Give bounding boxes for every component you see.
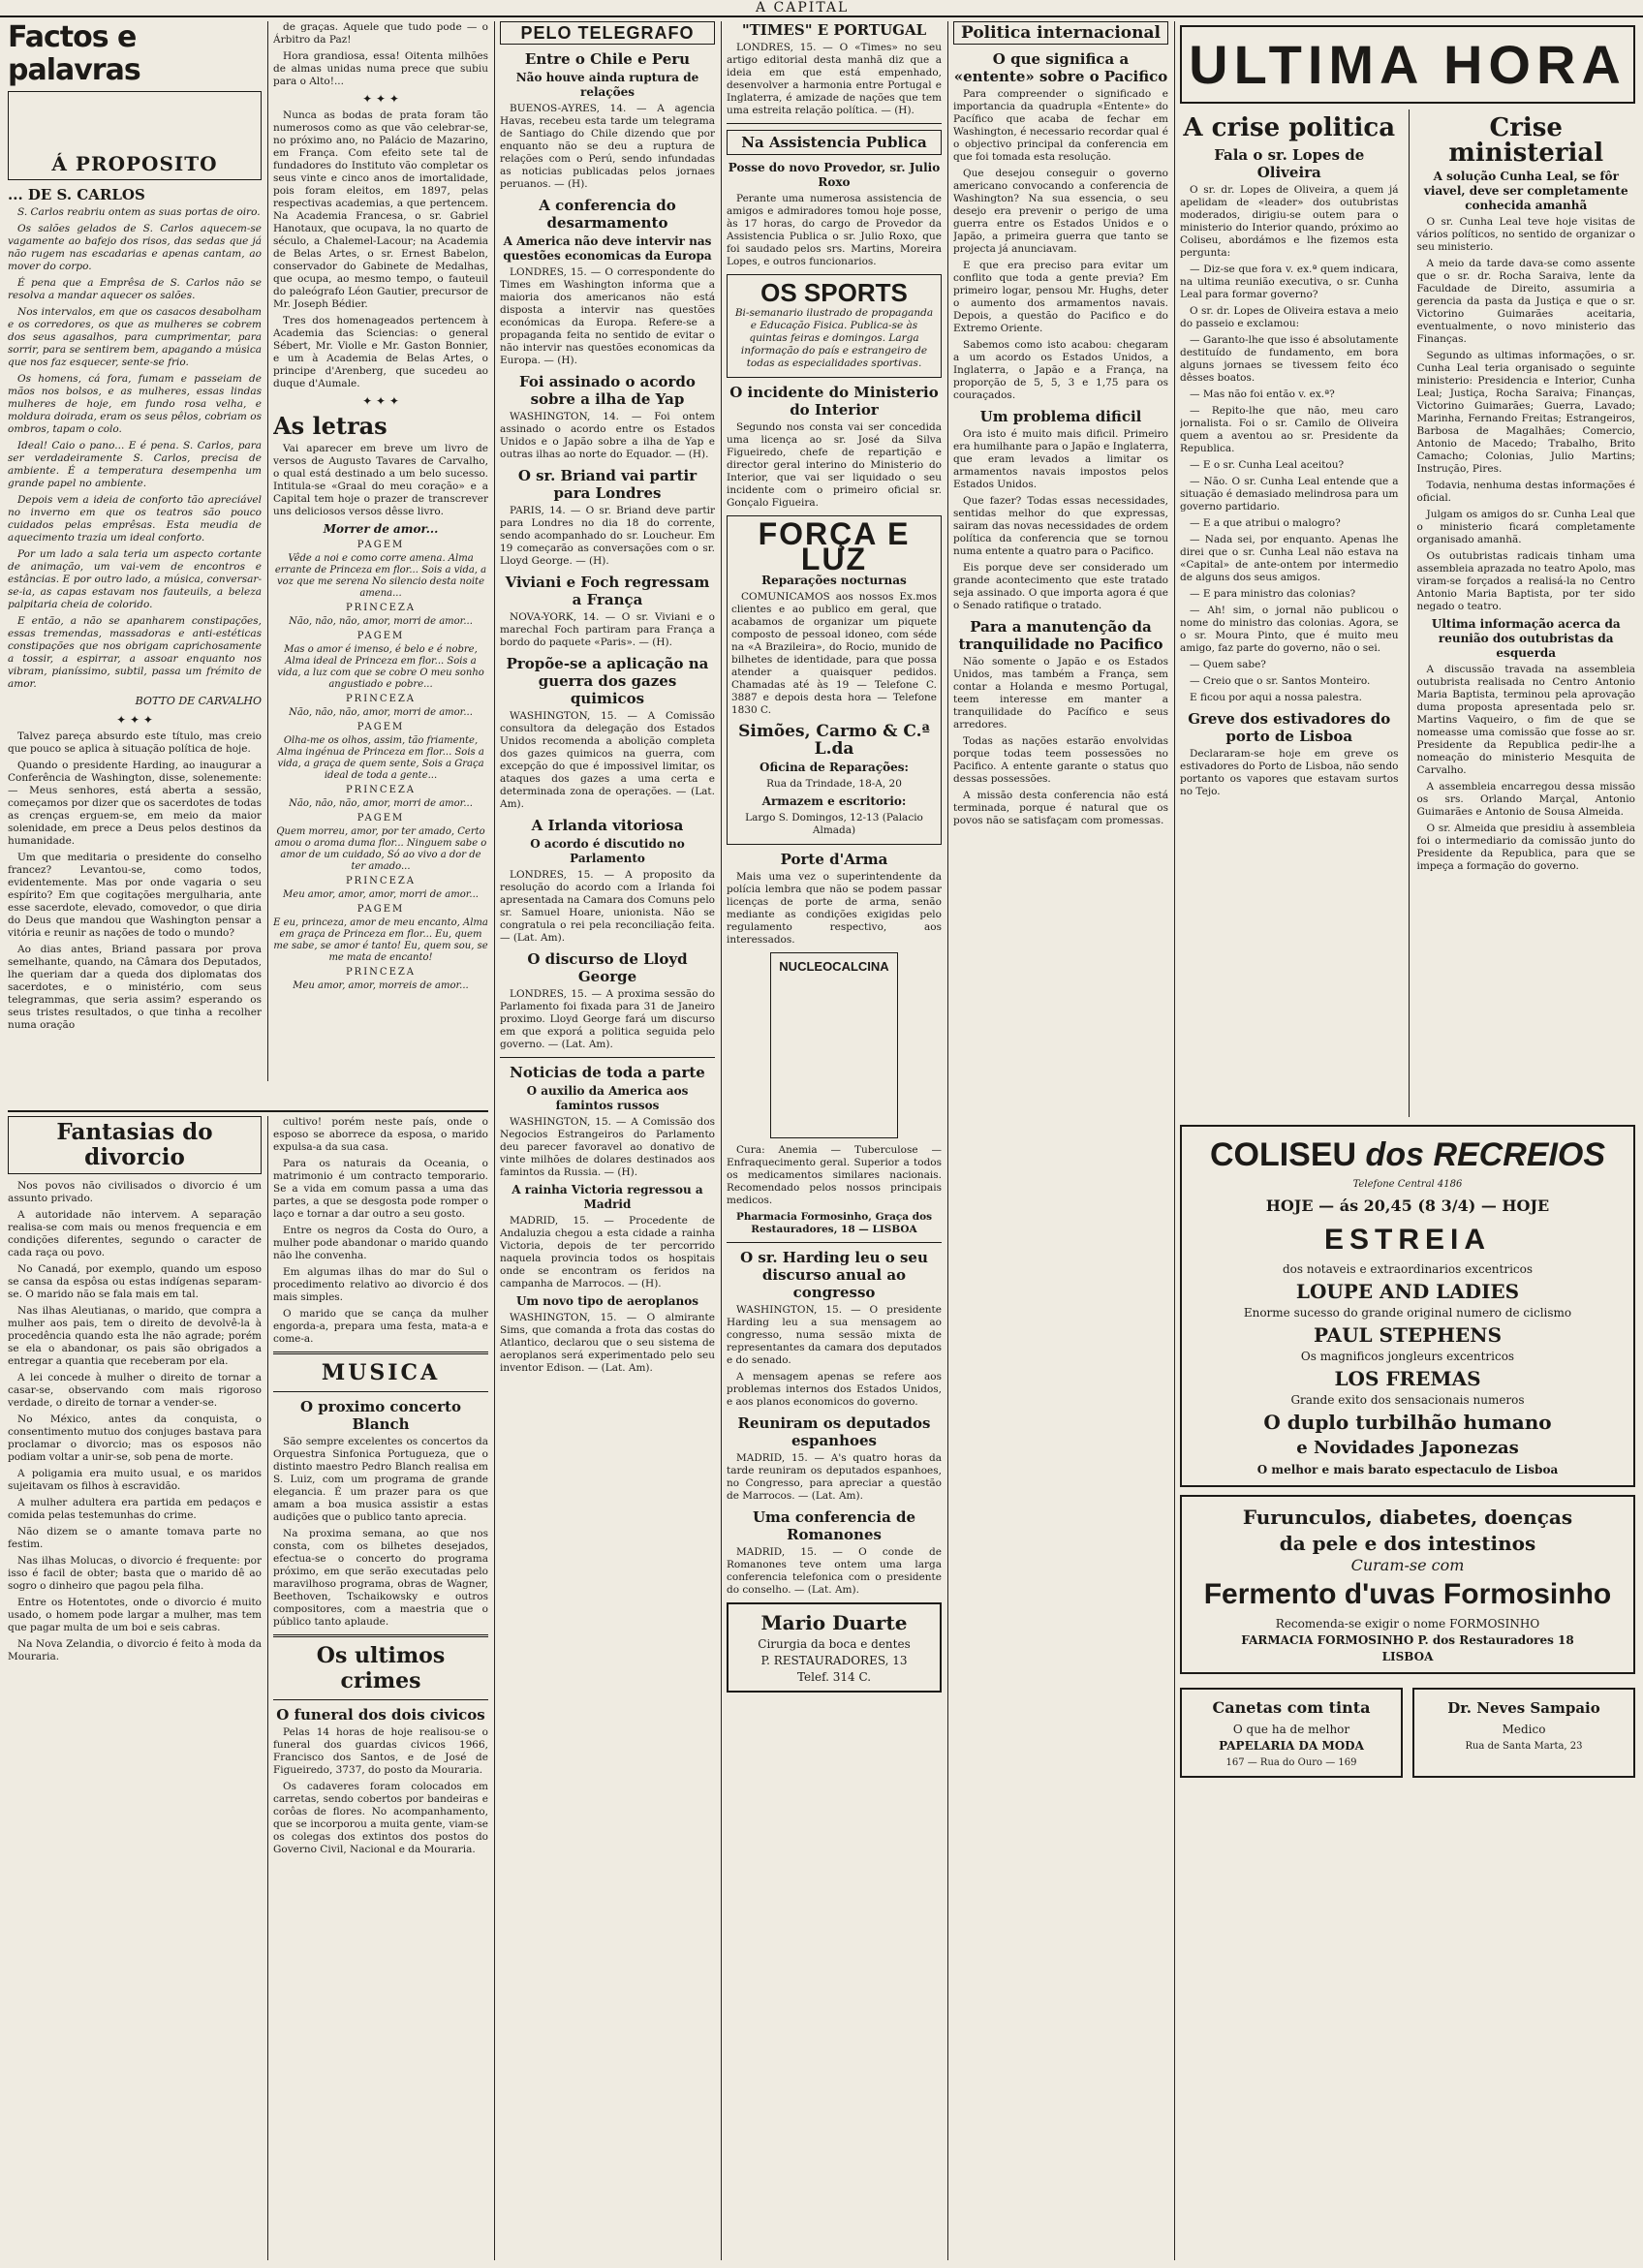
paragraph: Mais uma vez o superintendente da polícia lembra que não se podem passar licenças de porte de arma, senão mediante as condições exigidas pelo regulamento respectivo, aos interessados. — [727, 871, 942, 946]
paragraph: Nas ilhas Aleutianas, o marido, que compra a mulher aos pais, tem o direito de devolvê-la à procedência quando esta lhe não agrade; porém se ela o abandonar, os pais são obrigados a entregar a quantia que receberam por ela. — [8, 1305, 262, 1367]
column-factos-cont — [273, 21, 488, 1106]
canetas-ad — [1180, 1688, 1403, 1778]
crise-politica — [1180, 109, 1399, 1117]
paragraph: Eis porque deve ser considerado um grande acontecimento que este tratado seja assinado. O que importa agora é que o Senado ratifique o tratado. — [953, 562, 1168, 611]
ad-line: da pele e dos intestinos — [1279, 1532, 1536, 1555]
column-ultima-hora — [1180, 21, 1635, 2259]
paragraph: O sr. dr. Lopes de Oliveira estava a meio do passeio e exclamou: — [1180, 305, 1399, 329]
separator-stars: ✦ ✦ ✦ — [362, 92, 399, 106]
stanza-speaker: PRINCEZA — [345, 785, 417, 795]
paragraph: Nos intervalos, em que os casacos desabolham e os corredores, os que as mulheres se cobrem dos seus agasalhos, para cumprimentar, para sorrir, para se sentirem bem, apagando a música que nos faz esquecer, sente-se frio. — [8, 306, 262, 368]
paragraph: A mulher adultera era partida em pedaços e comida pelas testemunhas do crime. — [8, 1497, 262, 1521]
crimes-title: Os ultimos crimes — [316, 1643, 446, 1693]
telegrafo-title: PELO TELEGRAFO — [520, 23, 695, 43]
paragraph: — Mas não foi então v. ex.ª? — [1190, 388, 1335, 400]
paragraph: Bi-semanario ilustrado de propaganda e Educação Fisica. Publica-se às quintas feiras e domingos. Larga informação do país e estrangeiro de todas as especialidades sportivas. — [734, 307, 934, 369]
ad-line: e Novidades Japonezas — [1296, 1438, 1519, 1458]
ad-line: Canetas com tinta — [1212, 1698, 1371, 1717]
ad-line: dos notaveis e extraordinarios excentricos — [1282, 1262, 1534, 1276]
neves-sampaio-ad — [1412, 1688, 1635, 1778]
paragraph: No México, antes da conquista, o consentimento mutuo dos conjuges bastava para proclamar o divorcio; mas os esposos não podiam voltar a unir-se, sob pena de morte. — [8, 1414, 262, 1463]
column-politica — [953, 21, 1168, 2259]
paragraph: NOVA-YORK, 14. — O sr. Viviani e o marechal Foch partiram para França a bordo do paquete «Paris». — (H). — [500, 611, 715, 648]
stanza-speaker: PRINCEZA — [345, 603, 417, 613]
ad-line: 167 — Rua do Ouro — 169 — [1225, 1757, 1357, 1768]
ad-line: LISBOA — [1381, 1650, 1434, 1663]
ad-line: P. RESTAURADORES, 13 — [760, 1654, 908, 1667]
stanza-speaker: PAGEM — [356, 904, 405, 915]
column-rule — [947, 21, 948, 2260]
verse: Vêde a noi e como corre amena. Alma errante de Princeza em flor... Sois a vida, a voz que me serena No silencio desta noite amena... — [274, 553, 487, 599]
headline: Viviani e Foch regressam a França — [505, 574, 710, 608]
stanza-speaker: PAGEM — [356, 813, 405, 823]
paragraph: A lei concede à mulher o direito de tornar a casar-se, observando com mais rigoroso verdade, o direito de tornar a vender-se. — [8, 1372, 262, 1409]
verse: Não, não, não, amor, morri de amor... — [289, 616, 473, 627]
paragraph: Em algumas ilhas do mar do Sul o procedimento relativo ao divorcio é dos mais simples. — [273, 1266, 488, 1303]
paragraph: É pena que a Emprêsa de S. Carlos não se resolva a mandar aquecer os salões. — [8, 277, 262, 301]
verse: Olha-me os olhos, assim, tão friamente, Alma ingénua de Princeza em flor... Sois a vida, a graça de quem sente, Sois a Graça ideal de toda a gente... — [277, 735, 484, 781]
subheadline: Fala o sr. Lopes de Oliveira — [1214, 146, 1365, 181]
a-proposito-illustration — [8, 91, 262, 180]
separator-stars: ✦ ✦ ✦ — [116, 713, 153, 727]
paragraph: Na proxima semana, ao que nos consta, com os bilhetes desejados, efectua-se o concerto do programa próximo, em que serão executadas pelo maravilhoso programa, obras de Wagner, Beethoven, Tschaikowsky e outros compositores, com a maestria que o público tanto aplaude. — [273, 1528, 488, 1628]
headline: O que significa a «entente» sobre o Pacifico — [953, 50, 1168, 85]
paragraph: E então, a não se apanharem constipações, essas tremendas, massadoras e anti-estéticas constipações que nos obrigam caprichosamente a tossir, a espirrar, a assoar enquanto nos vibram, pianíssimo, subtil, passa um frémito de amor. — [8, 615, 262, 690]
headline: Propõe-se a aplicação na guerra dos gazes quimicos — [506, 655, 709, 707]
page-header — [0, 0, 1643, 16]
paragraph: Quando o presidente Harding, ao inaugurar a Conferência de Washington, disse, solenemente: — Meus senhores, está aberta a sessão, começamos por dizer que os sacerdotes de todas as crenças erguem-se, em meio da maior solenidade, em prece a Deus pelos destinos da humanidade. — [8, 760, 262, 847]
headline: A crise politica — [1183, 113, 1396, 142]
paragraph: Cura: Anemia — Tuberculose — Enfraquecimento geral. Superior a todos os medicamentos similares nacionais. Recomendado pelos nossos principais medicos. — [727, 1144, 942, 1206]
paragraph: Nas ilhas Molucas, o divorcio é frequente: por isso é facil de obter; basta que o marido dê ao sogro o dinheiro que pagou pela filha. — [8, 1555, 262, 1592]
sports-box — [727, 274, 942, 378]
headline: Foi assinado o acordo sobre a ilha de Yap — [519, 373, 696, 408]
paragraph: PARIS, 14. — O sr. Briand deve partir para Londres no dia 18 do corrente, sendo acompanhado do sr. Loucheur. Em 19 começarão as conversações com o sr. Lloyd George. — (H). — [500, 505, 715, 567]
divorcio-title-box — [8, 1116, 262, 1174]
paragraph: Sabemos como isto acabou: chegaram a um acordo os Estados Unidos, a Inglaterra, o Japão e a França, na proporção de 5, 5, 3 e 1,75 para os couraçados. — [953, 339, 1168, 401]
paragraph: O sr. dr. Lopes de Oliveira, a quem já apelidam de «leader» dos outubristas moderados, dirigiu-se outem para o ministerio do Interior quando, próximo ao Coliseu, abordámos e lhe fizemos esta pergunta: — [1180, 184, 1399, 259]
ad-line: LOUPE AND LADIES — [1295, 1280, 1520, 1303]
stanza-speaker: PRINCEZA — [345, 876, 417, 886]
paragraph: Talvez pareça absurdo este título, mas creio que pouco se aplica à situação política de hoje. — [8, 730, 262, 755]
ad-line: Curam-se com — [1350, 1556, 1465, 1574]
divider — [727, 1242, 942, 1243]
ultima-hora-columns — [1180, 109, 1635, 1117]
headline: Porte d'Arma — [780, 851, 888, 868]
stanza-speaker: PAGEM — [356, 631, 405, 641]
paragraph: Não somente o Japão e os Estados Unidos, mas também a França, sem contar a Holanda e mesmo Portugal, teem interesse em manter a tranquilidade do Pacífico e seus arredores. — [953, 656, 1168, 730]
nucleocalcina-illustration — [770, 952, 898, 1138]
poem-title: Morrer de amor... — [323, 522, 439, 536]
headline: A Irlanda vitoriosa — [531, 817, 684, 834]
mario-duarte-ad — [727, 1602, 942, 1693]
company-name: Simões, Carmo & C.ª L.da — [738, 722, 930, 759]
paragraph: cultivo! porém neste país, onde o esposo se aborrece da esposa, o marido expulsa-a da sua casa. — [273, 1116, 488, 1153]
column-telegrafo — [500, 21, 715, 2259]
sports-title: OS SPORTS — [760, 278, 908, 307]
paragraph: A poligamia era muito usual, e os maridos sujeitavam os filhos à escravidão. — [8, 1468, 262, 1492]
section-rule — [8, 1110, 488, 1112]
paragraph: Depois vem a ideia de conforto tão apreciável no inverno em que os teatros são pouco cuidados pelas emprêsas. Esta meudia de aquecimento trazia um ideal conforto. — [8, 494, 262, 544]
subheadline: A solução Cunha Leal, se fôr viavel, deve ser completamente conhecida amanhã — [1423, 170, 1628, 212]
paragraph: Os cadaveres foram colocados em carretas, sendo cobertos por bandeiras e corôas de flores. No acompanhamento, que se incorporou a muita gente, viam-se os colegas dos extintos dos postos do Governo Civil, Nacional e da Mouraria. — [273, 1781, 488, 1855]
paragraph: LONDRES, 15. — A proposito da resolução do acordo com a Irlanda foi apresentada na Camara dos Comuns pelo sr. Samuel Hoare, unionista. Não se congratula o rei pela reconciliação feita. — (Lat. Am). — [500, 869, 715, 944]
subheadline: O auxilio da America aos famintos russos — [526, 1084, 689, 1112]
paragraph: O marido que se cança da mulher engorda-a, prepara uma festa, mata-a e come-a. — [273, 1308, 488, 1345]
paragraph: Segundo as ultimas informações, o sr. Cunha Leal teria organisado o seguinte ministerio: Presidencia e Interior, Cunha Leal; Justiça, Rocha Saraiva; Finanças, Victorino Guimarães; Guerra, Lavado; Marinha, Fernando Freitas; Estrangeiros, Barbosa de Magalhães; Comercio, Antonio de Macedo; Trabalho, Brito Camacho; Colonias, Julio Martins; Instrução, Pires. — [1416, 350, 1635, 475]
ad-line: Enorme sucesso do grande original numero de ciclismo — [1243, 1306, 1572, 1320]
paragraph: — Quem sabe? — [1190, 659, 1266, 670]
paragraph: Os homens, cá fora, fumam e passeiam de mãos nos bolsos, e as mulheres, essas lindas mulheres de hoje, em fundo rosa velha, e moldura doirada, eram os seus pêlos, cobriam os ombros, tapam o colo. — [8, 373, 262, 435]
paragraph: — Diz-se que fora v. ex.ª quem indicara, na ultima reunião executiva, o sr. Cunha Leal para formar governo? — [1180, 264, 1399, 300]
paragraph: — Ah! sim, o jornal não publicou o nome do ministro das colonias. Agora, se o sr. Moura Pinto, que é muito meu amigo, faz parte do governo, não o sei. — [1180, 605, 1399, 654]
ad-line: PAPELARIA DA MODA — [1219, 1739, 1364, 1753]
paragraph: Ideal! Caio o pano... E é pena. S. Carlos, para ser verdadeiramente S. Carlos, precisa de ambiente. É a temperatura desempenha um grande papel no ambiente. — [8, 440, 262, 489]
column-rule — [267, 1116, 268, 2260]
stanza-speaker: PAGEM — [356, 722, 405, 732]
address: Rua da Trindade, 18-A, 20 — [766, 778, 902, 790]
ad-line: O duplo turbilhão humano — [1263, 1411, 1552, 1434]
divider — [500, 1057, 715, 1058]
column-rule — [494, 21, 495, 2260]
paragraph: Para compreender o significado e importancia da quadrupla «Entente» do Pacífico que acaba de fechar em Washington, é necessario recordar qual é o objectivo principal da conferencia em que foi tomada esta resolução. — [953, 88, 1168, 163]
paragraph: S. Carlos reabriu ontem as suas portas de oiro. — [17, 206, 261, 218]
stanza-speaker: PRINCEZA — [345, 694, 417, 704]
pharmacy-line: Pharmacia Formosinho, Graça dos Restauradores, 18 — LISBOA — [735, 1211, 933, 1235]
crise-ministerial — [1409, 109, 1636, 1117]
article-divorcio-cont — [273, 1116, 488, 2259]
verse: Meu amor, amor, amor, morri de amor... — [283, 889, 479, 900]
subheadline: Armazem e escritorio: — [761, 794, 907, 808]
paragraph: — E a que atribui o malogro? — [1190, 517, 1341, 529]
subheadline: Reparações nocturnas — [761, 574, 907, 587]
headline: O sr. Briand vai partir para Londres — [517, 467, 698, 502]
ad-line: Cirurgia da boca e dentes — [758, 1637, 911, 1651]
headline: O discurso de Lloyd George — [527, 950, 688, 985]
divorcio-title: Fantasias do divorcio — [56, 1119, 213, 1170]
ad-title: Mario Duarte — [760, 1611, 908, 1634]
crimes-headline: O funeral dos dois civicos — [276, 1706, 485, 1724]
paragraph: — E para ministro das colonias? — [1190, 588, 1356, 600]
ad-line: HOJE — ás 20,45 (8 3/4) — HOJE — [1265, 1196, 1550, 1215]
ad-line: Telef. 314 C. — [796, 1670, 872, 1684]
ad-line: ESTREIA — [1323, 1224, 1492, 1256]
ad-line: Dr. Neves Sampaio — [1447, 1699, 1600, 1717]
coliseu-ad — [1180, 1125, 1635, 1487]
ad-label: NUCLEOCALCINA — [779, 959, 889, 974]
verse: Meu amor, amor, morreis de amor... — [293, 980, 469, 991]
running-head: A CAPITAL — [756, 0, 850, 16]
paragraph: MADRID, 15. — A's quatro horas da tarde reuniram os deputados espanhoes, no Congresso, para apreciar a questão de Marrocos. — (Lat. Am). — [727, 1452, 942, 1502]
address: Largo S. Domingos, 12-13 (Palacio Almada) — [745, 812, 923, 836]
paragraph: Um que meditaria o presidente do conselho francez? Levantou-se, como todos, evidentemente. Mas por onde vagaria o seu espírito? Em que cogitações mergulharia, ante esse sacerdote, elevado, comovedor, o que diria do Deus que mandou que Washington pensar a vitória e reunir as nações de todo o mundo? — [8, 852, 262, 939]
a-proposito-title: Á PROPOSITO — [51, 152, 218, 175]
paragraph: — Creio que o sr. Santos Monteiro. — [1190, 675, 1371, 687]
paragraph: Declararam-se hoje em greve os estivadores do Porto de Lisboa, não sendo portanto os vapores que estavam surtos no Tejo. — [1180, 748, 1399, 797]
paragraph: Nunca as bodas de prata foram tão numerosos como as que vão celebrar-se, no próximo ano, no Palácio de Mazarino, em França. Com efeito sete tal de fundadores do Instituto vão completar os seus vinte e cinco anos de imortalidade, pois foram eleitos, em 1897, pelas respectivas academias, a que pertencem. Na Academia Francesa, o sr. Gabriel Hanotaux, que ocupava, la no quarto de século, a Chalemel-Lacour; na Academia de Belas Artes, o sr. Ernest Babelon, conservador do Gabinete de Medalhas, que ocupa, ao mesmo tempo, o fauteuil do paleógrafo Léon Gautier, precursor de Mr. Joseph Bédier. — [273, 109, 488, 310]
verse: Mas o amor é imenso, é belo e é nobre, Alma ideal de Princeza em flor... Sois a vida, a luz com que se cobre O meu sonho angustiado e pobre... — [277, 644, 484, 690]
ad-line: O melhor e mais barato espectaculo de Lisboa — [1256, 1463, 1559, 1476]
paragraph: — Não. O sr. Cunha Leal entende que a situação é demasiado melindrosa para um governo partidario. — [1180, 476, 1399, 513]
paragraph: A mensagem apenas se refere aos problemas internos dos Estados Unidos, e aos planos economicos do governo. — [727, 1371, 942, 1408]
article-divorcio — [8, 1116, 262, 2259]
paragraph: O sr. Almeida que presidiu à assembleia foi o intermediario da comissão junto do Presidente da Republica, para que se impeça a formação do governo. — [1416, 823, 1635, 872]
paragraph: O sr. Cunha Leal teve hoje visitas de vários políticos, no sentido de organizar o seu ministerio. — [1416, 216, 1635, 253]
paragraph: A assembleia encarregou dessa missão os srs. Orlando Marçal, Antonio Guimarães e Antonio de Sousa Almeida. — [1416, 781, 1635, 818]
headline: Noticias de toda a parte — [510, 1064, 705, 1081]
paragraph: Nos povos não civilisados o divorcio é um assunto privado. — [8, 1180, 262, 1204]
headline: Uma conferencia de Romanones — [752, 1508, 916, 1543]
ad-line: Os magnificos jongleurs excentricos — [1300, 1350, 1515, 1363]
ad-line: LOS FREMAS — [1334, 1367, 1481, 1390]
column-rule — [267, 21, 268, 1081]
column-rule — [1174, 21, 1175, 2260]
column-rule — [721, 21, 722, 2260]
ad-line: Grande exito dos sensacionais numeros — [1290, 1393, 1525, 1407]
ultima-hora-masthead: ULTIMA HORA — [1180, 25, 1635, 104]
headline-times: "TIMES" E PORTUGAL — [741, 21, 927, 39]
signature: BOTTO DE CARVALHO — [135, 695, 262, 707]
paragraph: Perante uma numerosa assistencia de amigos e admiradores tomou hoje posse, às 17 horas, do cargo de Provedor da Assistencia Publica o sr. Julio Roxo, que foi saudado pelos srs. Martins, Moreira Lopes, e outros funcionarios. — [727, 193, 942, 267]
headline: O incidente do Ministerio do Interior — [729, 384, 939, 419]
paragraph: No Canadá, por exemplo, quando um esposo se cansa da espôsa ou estas indígenas separam-se. O marido não se fala mais em tal. — [8, 1263, 262, 1300]
ad-title-b: dos RECREIOS — [1365, 1136, 1606, 1173]
paragraph: — E o sr. Cunha Leal aceitou? — [1190, 459, 1345, 471]
paragraph: WASHINGTON, 15. — A Comissão dos Negocios Estrangeiros do Parlamento deu parecer favoravel ao donativo de vinte milhões de dolares destinados aos famintos da Russia. — (H). — [500, 1116, 715, 1178]
divider — [273, 1699, 488, 1700]
paragraph: WASHINGTON, 15. — O almirante Sims, que comanda a frota das costas do Atlantico, declarou que o seu sistema de aeroplanos será experimentado pelo seu inventor Edison. — (Lat. Am). — [500, 1312, 715, 1374]
separator-stars: ✦ ✦ ✦ — [362, 394, 399, 408]
ad-title — [1190, 1136, 1626, 1173]
paragraph: LONDRES, 15. — O «Times» no seu artigo editorial desta manhã diz que a ideia em que está empenhado, desenvolver a harmonia entre Portugal e Inglaterra, é amizade de nações que tem uma estreita relação política. — (H). — [727, 42, 942, 116]
ad-line: FARMACIA FORMOSINHO P. dos Restauradores 18 — [1241, 1633, 1574, 1647]
paragraph: Que desejou conseguir o governo americano convocando a conferencia de Washington? Na sua essencia, o seu desejo era prevenir o perigo de uma guerra entre os Estados Unidos e o Japão, a primeira guerra que tanto se projecta já anunciavam. — [953, 168, 1168, 255]
subheadline: Oficina de Reparações: — [760, 761, 909, 774]
paragraph: Tres dos homenageados pertencem à Academia das Sciencias: o general Sébert, Mr. Violle e Mr. Gaston Bonnier, e um à Academia de Belas Artes, o principe d'Arenberg, que sucedeu ao duque d'Aumale. — [273, 315, 488, 389]
paragraph: MADRID, 15. — O conde de Romanones teve ontem uma larga conferencia telefonica com o presidente do conselho. — (Lat. Am). — [727, 1546, 942, 1596]
paragraph: A missão desta conferencia não está terminada, porque é natural que os povos não se satisfaçam com promessas. — [953, 790, 1168, 826]
paragraph: Os salões gelados de S. Carlos aquecem-se vagamente ao bafejo dos risos, das sedas que já não rugem nas escadarias e apenas cantam, ao mover do corpo. — [8, 223, 262, 272]
forca-luz-title: FORÇA E LUZ — [758, 516, 911, 576]
paragraph: Todavia, nenhuma destas informações é oficial. — [1416, 480, 1635, 504]
paragraph: Para os naturais da Oceania, o matrimonio é um contracto temporario. Se a vida em comum passa a uma das partes, a que se desgosta pode romper o laço e tornar a dar outro a seu gosto. — [273, 1158, 488, 1220]
verse: Não, não, não, amor, morri de amor... — [289, 798, 473, 809]
headline: Na Assistencia Publica — [741, 134, 927, 151]
paragraph: Segundo nos consta vai ser concedida uma licença ao sr. José da Silva Figueiredo, chefe de repartição e director geral interino do Ministerio do Interior, que vai ser liquidado o seu incidente com o primeiro oficial sr. Gonçalo Figueira. — [727, 421, 942, 509]
paragraph: — Garanto-lhe que isso é absolutamente destituído de fundamento, em bora alguns jornaes se tivessem feito éco dêsses boatos. — [1180, 334, 1399, 384]
telegrafo-title-box — [500, 21, 715, 45]
paragraph: — Repito-lhe que não, meu caro jornalista. Foi o sr. Camilo de Oliveira quem a aventou ao sr. Presidente da Republica. — [1180, 405, 1399, 454]
subheadline: A rainha Victoria regressou a Madrid — [512, 1183, 703, 1211]
headline: Para a manutenção da tranquilidade no Pacifico — [958, 618, 1163, 653]
section-rule — [273, 1351, 488, 1354]
section-rule — [273, 1634, 488, 1637]
paragraph: E ficou por aqui a nossa palestra. — [1190, 692, 1362, 703]
column-factos — [8, 21, 262, 1106]
ad-line: PAUL STEPHENS — [1313, 1323, 1503, 1347]
paragraph: Não dizem se o amante tomava parte no festim. — [8, 1526, 262, 1550]
ad-line: Recomenda-se exigir o nome FORMOSINHO — [1275, 1617, 1540, 1631]
paragraph: de graças. Aquele que tudo pode — o Árbitro da Paz! — [273, 21, 488, 46]
paragraph: Os outubristas radicais tinham uma assembleia aprazada no teatro Apolo, mas viram-se forçados a realisá-la no Centro Antonio Maria Baptista, por ter sido negado o teatro. — [1416, 550, 1635, 612]
subheadline: Posse do novo Provedor, sr. Julio Roxo — [728, 161, 941, 189]
subheadline: Não houve ainda ruptura de relações — [515, 71, 699, 99]
paragraph: Todas as nações estarão envolvidas porque todas teem possessões no Pacifico. A entente garante o status quo dessas possessões. — [953, 735, 1168, 785]
divider — [273, 1391, 488, 1392]
politica-title-box — [953, 21, 1168, 45]
musica-headline: O proximo concerto Blanch — [300, 1398, 461, 1433]
paragraph: A meio da tarde dava-se como assente que o sr. dr. Rocha Saraiva, lente da Faculdade de Direito, assumiria a gerencia da pasta da Justiça e que o sr. Victorino Guimarães aceitaria, eventualmente, o novo ministerio das Finanças. — [1416, 258, 1635, 345]
paragraph: Entre os Hotentotes, onde o divorcio é muito usado, o homem pode largar a mulher, mas tem que pagar multa de um boi e seis cabras. — [8, 1597, 262, 1633]
subheadline: A America não deve intervir nas questões economicas da Europa — [503, 234, 712, 263]
letras-title: As letras — [273, 412, 388, 440]
headline: Reuniram os deputados espanhoes — [737, 1414, 931, 1449]
paragraph: LONDRES, 15. — O correspondente do Times em Washington informa que a maioria dos americanos não está disposta a intervir nas questões económicas da Europa. Refere-se a propaganda feita no sentido de evitar o não intervir nas questões economicas da Europa. — (H). — [500, 266, 715, 366]
forca-luz-box — [727, 515, 942, 845]
section-title-factos: Factos e palavras — [8, 21, 140, 87]
paragraph: WASHINGTON, 15. — O presidente Harding leu a sua mensagem ao congresso, numa sessão mixta de representantes da camara dos deputados e do senado. — [727, 1304, 942, 1366]
musica-title: MUSICA — [321, 1360, 441, 1385]
paragraph: Por um lado a sala teria um aspecto cortante de animação, um vai-vem de encontros e estâncias. E por outro lado, a música, conversar-se-ia, as capas estavam nos fauteuils, a beleza palpitaria cheia de colorido. — [8, 548, 262, 610]
ad-line: Rua de Santa Marta, 23 — [1465, 1741, 1583, 1752]
ad-line: Telefone Central 4186 — [1352, 1179, 1463, 1190]
paragraph: Ao dias antes, Briand passara por prova semelhante, quando, na Câmara dos Deputados, lhe queriam dar a queda dos diplomatas dos sacerdotes, e o ministério, com seus telegrammas, que seria assim? esperando os seus tristes resultados, o que tinha a recolher numa oração — [8, 944, 262, 1031]
stanza-speaker: PAGEM — [356, 540, 405, 550]
stanza-speaker: PRINCEZA — [345, 967, 417, 978]
subheadline: Ultima informação acerca da reunião dos outubristas da esquerda — [1431, 617, 1621, 660]
paragraph: MADRID, 15. — Procedente de Andaluzia chegou a esta cidade a rainha Victoria, depois de ter percorrido naquela provincia todos os hospitais onde se encontram os feridos na campanha de Marrocos. — (H). — [500, 1215, 715, 1289]
headline: Entre o Chile e Peru — [524, 50, 691, 68]
headline: Um problema dificil — [979, 408, 1142, 425]
headline: Crise ministerial — [1448, 113, 1604, 168]
headline: A conferencia do desarmamento — [539, 197, 676, 232]
fermento-ad — [1180, 1495, 1635, 1674]
verse: Quem morreu, amor, por ter amado, Certo amou o aroma duma flor... Ninguem sabe o amor de um cuidado, Só ao vivo a dor de ter amado... — [274, 826, 487, 872]
bottom-ads — [1180, 1682, 1635, 1784]
ad-line: Furunculos, diabetes, doenças — [1242, 1506, 1573, 1529]
paragraph: BUENOS-AYRES, 14. — A agencia Havas, recebeu esta tarde um telegrama de Santiago do Chile dizendo que por enquanto não se deu a ruptura de relações com o Perú, sendo infundadas as noticias publicadas pelos jornaes peruanos. — (H). — [500, 103, 715, 190]
assistencia-title-box — [727, 130, 942, 155]
ad-title-a: COLISEU — [1209, 1136, 1357, 1173]
politica-title: Politica internacional — [961, 23, 1161, 43]
subheadline: O acordo é discutido no Parlamento — [530, 837, 685, 865]
subheadline: Um novo tipo de aeroplanos — [515, 1294, 699, 1308]
paragraph: A autoridade não intervem. A separação realisa-se com mais ou menos frequencia e em condições diferentes, segundo o caracter de cada raça ou povo. — [8, 1209, 262, 1258]
paragraph: WASHINGTON, 15. — A Comissão consultora da delegação dos Estados Unidos recomenda a abolição completa dos gazes quimicos na guerra, com excepção do que é impossivel limitar, os ataques dos gazes a uma certa e determinada zona de operações. — (Lat. Am). — [500, 710, 715, 810]
headline: O sr. Harding leu o seu discurso anual ao congresso — [740, 1249, 928, 1301]
ad-line: Medico — [1502, 1723, 1546, 1736]
headline: Greve dos estivadores do porto de Lisboa — [1188, 710, 1391, 745]
a-proposito-subtitle: ... DE S. CARLOS — [8, 186, 145, 203]
paragraph: Vai aparecer em breve um livro de versos de Augusto Tavares de Carvalho, o qual está destinado a um belo sucesso. Intitula-se «Graal do meu coração» e a Capital tem hoje o prazer de transcrever uns deliciosos versos dêsse livro. — [273, 443, 488, 517]
paragraph: A discussão travada na assembleia outubrista realisada no Centro Antonio Maria Baptista, terminou pela aprovação duma proposta apresentada pelo sr. Martins Vaqueiro, o fim de que se nomeasse uma comissão que fosse ao sr. Presidente da Republica pedir-lhe a nomeação do ministerio Mesquita de Carvalho. — [1416, 664, 1635, 776]
paragraph: — Nada sei, por enquanto. Apenas lhe direi que o sr. Cunha Leal não estava na «Capital» de ante-ontem por intermedio de alguns dos seus amigos. — [1180, 534, 1399, 583]
column-four — [727, 21, 942, 2259]
paragraph: Entre os negros da Costa do Ouro, a mulher pode abandonar o marido quando não lhe convenha. — [273, 1225, 488, 1261]
paragraph: Pelas 14 horas de hoje realisou-se o funeral dos guardas civicos 1966, Francisco dos Santos, e de José de Figueiredo, 3737, do posto da Mouraria. — [273, 1726, 488, 1776]
verse: Não, não, não, amor, morri de amor... — [289, 707, 473, 718]
paragraph: LONDRES, 15. — A proxima sessão do Parlamento foi fixada para 31 de Janeiro proximo. Lloyd George fará um discurso em que exporá a politica seguida pelo governo. — (Lat. Am). — [500, 988, 715, 1050]
ad-line: O que ha de melhor — [1232, 1723, 1350, 1736]
paragraph: Que fazer? Todas essas necessidades, sentidas melhor do que expressas, sairam das novas necessidades de ordem política da conferencia que se tornou numa entente a quatro para o Pacifico. — [953, 495, 1168, 557]
paragraph: WASHINGTON, 14. — Foi ontem assinado o acordo entre os Estados Unidos e o Japão sobre a ilha de Yap e outras ilhas ao norte do Equador. — (H). — [500, 411, 715, 460]
divider — [727, 123, 942, 124]
paragraph: COMUNICAMOS aos nossos Ex.mos clientes e ao publico em geral, que acabamos de organizar um piquete composto de pessoal idoneo, com séde na «A Brazileira», do Rocio, munido de bilhetes de identidade, para que possa atender a quaisquer pedidos. Chamadas até às 19 — Telefone C. 3887 e depois desta hora — Telefone 1830 C. — [731, 591, 937, 716]
header-rule — [0, 16, 1643, 17]
paragraph: Hora grandiosa, essa! Oitenta milhões de almas unidas numa prece que subiu para o Alto!... — [273, 50, 488, 87]
paragraph: E que era preciso para evitar um conflito que toda a gente previa? Em primeiro logar, pensou Mr. Hughs, deter o aumento dos armamentos navais. Depois, a questão do Pacifico e do Extremo Oriente. — [953, 260, 1168, 334]
ad-brand: Fermento d'uvas Formosinho — [1203, 1578, 1612, 1610]
paragraph: São sempre excelentes os concertos da Orquestra Sinfonica Portugueza, que o distinto maestro Pedro Blanch realisa em S. Luiz, com um programa de grande elegancia. É um prazer para os que amam a boa musica assistir a estas audições que o publico tanto aprecia. — [273, 1436, 488, 1523]
verse: E eu, princeza, amor de meu encanto, Alma em graça de Princeza em flor... Eu, quem me sabe, se amor é tanto! Eu, quem sou, se me mata de encanto! — [273, 917, 488, 963]
paragraph: Julgam os amigos do sr. Cunha Leal que o ministerio ficará completamente organisado amanhã. — [1416, 509, 1635, 545]
paragraph: Na Nova Zelandia, o divorcio é feito à moda da Mouraria. — [8, 1638, 262, 1662]
paragraph: Ora isto é muito mais dificil. Primeiro era humilhante para o Japão e Inglaterra, que eram levados a limitar os armamentos navais impostos pelos Estados Unidos. — [953, 428, 1168, 490]
